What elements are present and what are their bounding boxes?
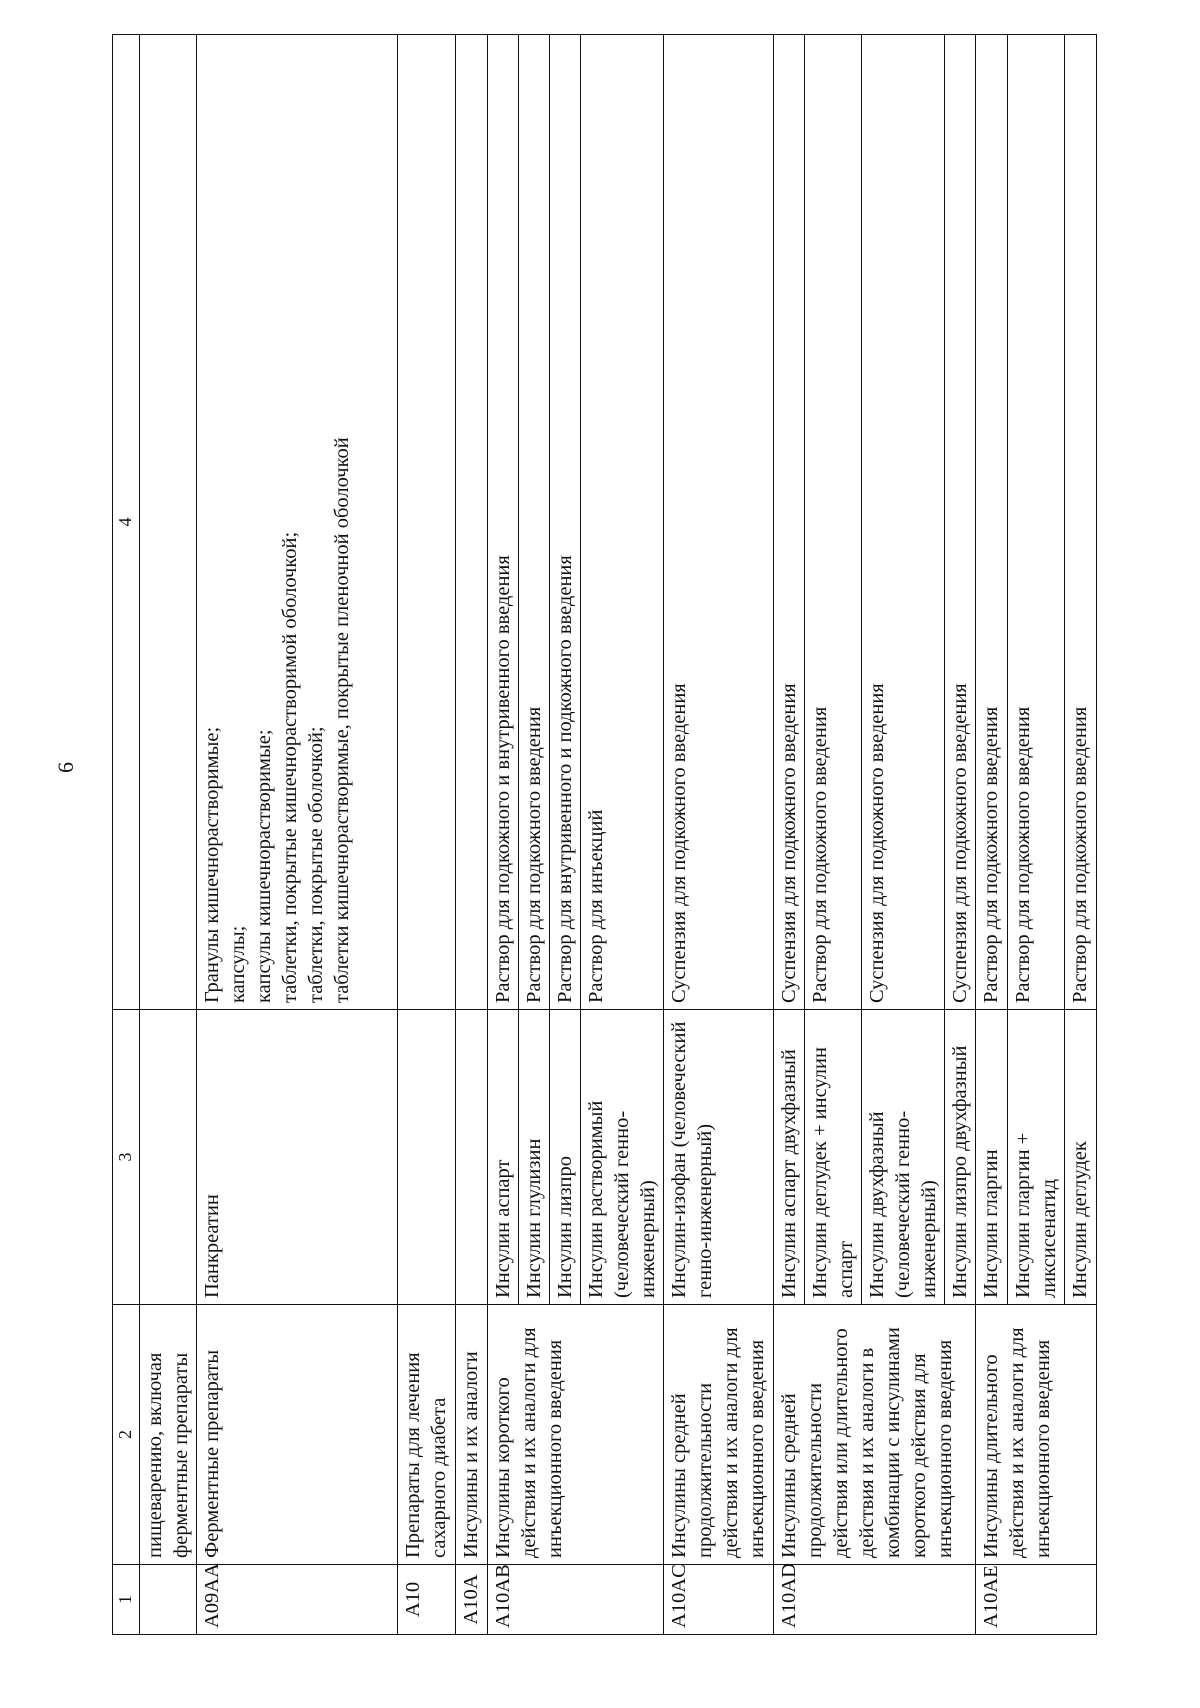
drug-name: Инсулин лизпро двухфазный bbox=[945, 1010, 976, 1305]
dosage-form: Раствор для подкожного введения bbox=[1064, 35, 1096, 1010]
group-name: Инсулины и их аналоги bbox=[456, 1305, 487, 1565]
group-name: Инсулины длительного действия и их аналоги для инъекционного введения bbox=[976, 1305, 1097, 1565]
drug-name: Инсулин деглудек bbox=[1064, 1010, 1096, 1305]
group-name: Ферментные препараты bbox=[197, 1305, 398, 1565]
dosage-form: Раствор для подкожного введения bbox=[1007, 35, 1064, 1010]
page-number: 6 bbox=[53, 762, 78, 773]
dosage-form-line: Гранулы кишечнорастворимые; bbox=[201, 726, 224, 1003]
header-cell: 4 bbox=[113, 35, 140, 1010]
dosage-form-line: таблетки кишечнорастворимые, покрытые пленочной оболочкой bbox=[331, 437, 354, 1003]
dosage-form: Раствор для подкожного и внутривенного введения bbox=[487, 35, 518, 1010]
table-row bbox=[773, 35, 804, 1635]
header-cell: 3 bbox=[113, 1010, 140, 1305]
drug-name bbox=[398, 1010, 456, 1305]
table-row bbox=[398, 35, 456, 1635]
table-row bbox=[140, 35, 197, 1635]
group-name: Инсулины средней продолжительности действия или длительного действия и их аналоги в комбинации с инсулинами короткого действия для инъекционного введения bbox=[773, 1305, 976, 1565]
drug-name: Инсулин гларгин + ликсисенатид bbox=[1007, 1010, 1064, 1305]
drug-name: Инсулин-изофан (человеческий генно-инженерный) bbox=[664, 1010, 773, 1305]
dosage-form: Суспензия для подкожного введения bbox=[945, 35, 976, 1010]
dosage-form-line: капсулы; bbox=[227, 925, 250, 1003]
dosage-form: Суспензия для подкожного введения bbox=[664, 35, 773, 1010]
dosage-form bbox=[398, 35, 456, 1010]
drug-name: Инсулин двухфазный (человеческий генно-инженерный) bbox=[861, 1010, 944, 1305]
drug-name: Инсулин растворимый (человеческий генно-инженерный) bbox=[580, 1010, 663, 1305]
atc-code: A10AC bbox=[664, 1565, 773, 1635]
group-name: пищеварению, включая ферментные препараты bbox=[140, 1305, 197, 1565]
dosage-form: Суспензия для подкожного введения bbox=[861, 35, 944, 1010]
table-row bbox=[197, 35, 398, 1635]
dosage-form: Раствор для подкожного введения bbox=[518, 35, 549, 1010]
table-row bbox=[664, 35, 773, 1635]
group-name: Инсулины средней продолжительности действия и их аналоги для инъекционного введения bbox=[664, 1305, 773, 1565]
header-cell: 2 bbox=[113, 1305, 140, 1565]
atc-code: A09AA bbox=[197, 1565, 398, 1635]
dosage-form-line: капсулы кишечнорастворимые; bbox=[253, 729, 276, 1003]
drug-name: Инсулин деглудек + инсулин аспарт bbox=[804, 1010, 861, 1305]
drug-name: Инсулин лизпро bbox=[549, 1010, 580, 1305]
table-row bbox=[487, 35, 518, 1635]
atc-code: A10AB bbox=[487, 1565, 664, 1635]
dosage-form: Раствор для инъекций bbox=[580, 35, 663, 1010]
drug-name: Инсулин глулизин bbox=[518, 1010, 549, 1305]
header-cell: 1 bbox=[113, 1565, 140, 1635]
dosage-form bbox=[456, 35, 487, 1010]
drug-name: Инсулин аспарт двухфазный bbox=[773, 1010, 804, 1305]
drug-name bbox=[140, 1010, 197, 1305]
header-row bbox=[113, 35, 140, 1635]
dosage-form: Раствор для внутривенного и подкожного введения bbox=[549, 35, 580, 1010]
group-name: Инсулины короткого действия и их аналоги для инъекционного введения bbox=[487, 1305, 664, 1565]
dosage-form bbox=[197, 35, 398, 1010]
atc-code: A10AE bbox=[976, 1565, 1097, 1635]
drug-name: Инсулин гларгин bbox=[976, 1010, 1007, 1305]
drug-name bbox=[456, 1010, 487, 1305]
atc-code: A10AD bbox=[773, 1565, 976, 1635]
drug-name: Панкреатин bbox=[197, 1010, 398, 1305]
table-row bbox=[456, 35, 487, 1635]
dosage-form: Суспензия для подкожного введения bbox=[773, 35, 804, 1010]
group-name: Препараты для лечения сахарного диабета bbox=[398, 1305, 456, 1565]
dosage-form-line: таблетки, покрытые кишечнорастворимой оболочкой; bbox=[279, 531, 302, 1003]
atc-code bbox=[140, 1565, 197, 1635]
atc-code: A10 bbox=[398, 1565, 456, 1635]
atc-code: A10A bbox=[456, 1565, 487, 1635]
table-row bbox=[976, 35, 1007, 1635]
drug-name: Инсулин аспарт bbox=[487, 1010, 518, 1305]
dosage-form-line: таблетки, покрытые оболочкой; bbox=[305, 726, 328, 1003]
dosage-form: Раствор для подкожного введения bbox=[976, 35, 1007, 1010]
dosage-form bbox=[140, 35, 197, 1010]
dosage-form: Раствор для подкожного введения bbox=[804, 35, 861, 1010]
rotated-page bbox=[112, 35, 1097, 1635]
drug-table bbox=[112, 34, 1097, 1635]
